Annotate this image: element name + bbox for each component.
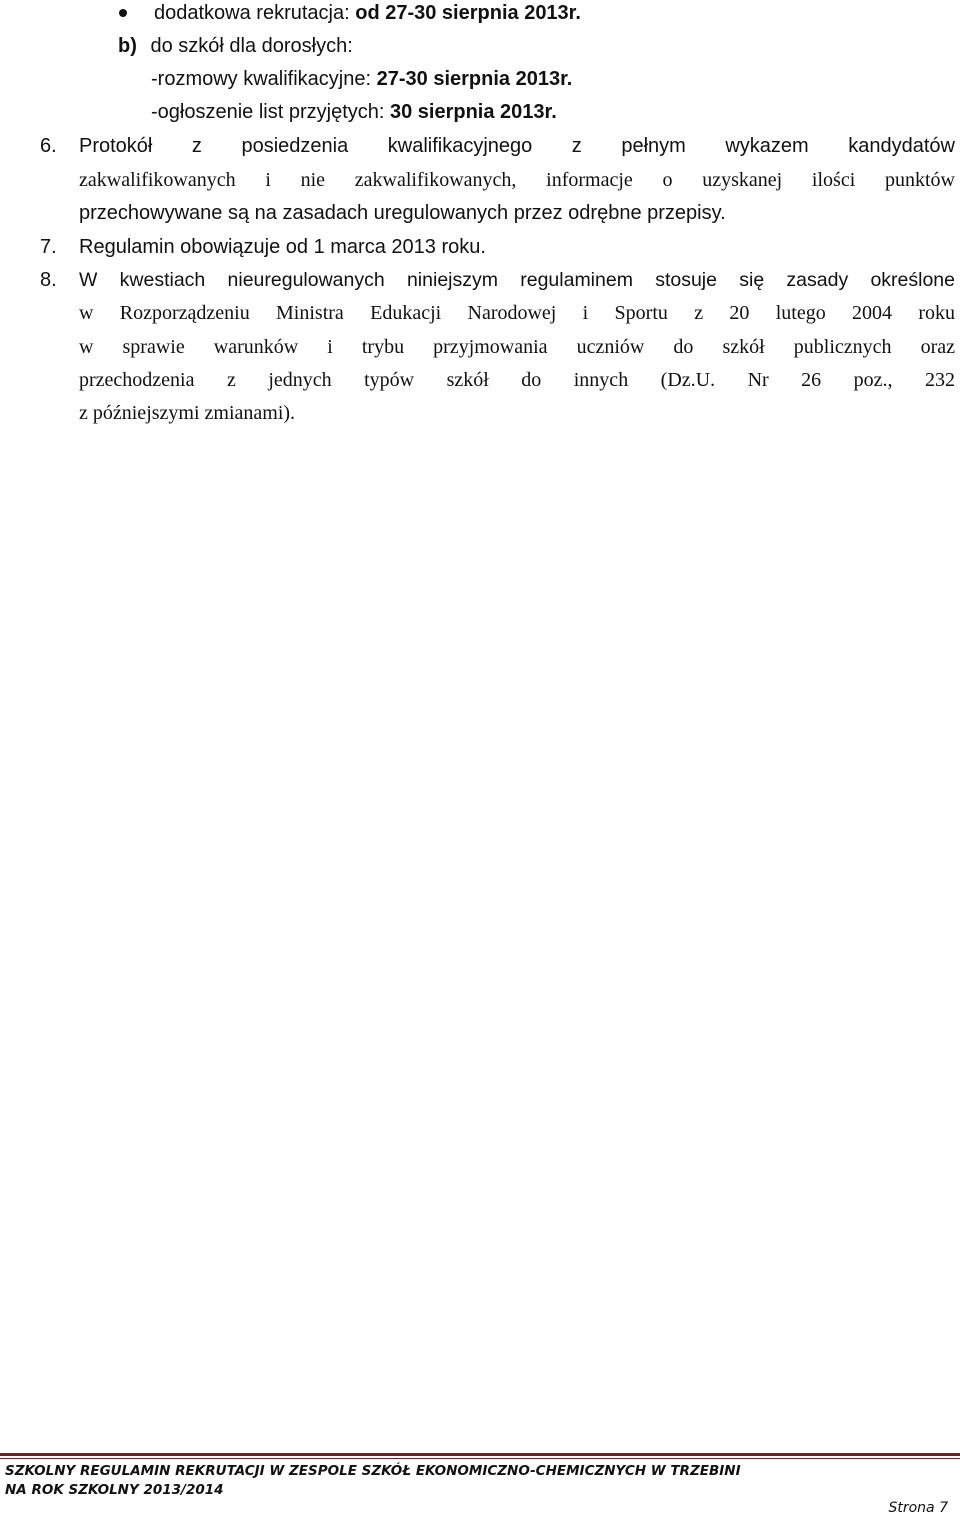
item-8-line-4 xyxy=(79,368,955,392)
interviews-line xyxy=(151,67,572,91)
item-8-line-3 xyxy=(79,335,955,359)
footer-title-line-2: NA ROK SZKOLNY 2013/2014 xyxy=(5,1482,224,1498)
item-7-text: Regulamin obowiązuje od 1 marca 2013 roku. xyxy=(79,236,486,258)
footer-title-line-1: SZKOLNY REGULAMIN REKRUTACJI W ZESPOLE SZKÓŁ EKONOMICZNO-CHEMICZNYCH W TRZEBINI xyxy=(5,1463,741,1479)
item-8-line-2-content: w Rozporządzeniu Ministra Edukacji Narodowej i Sportu z 20 lutego 2004 roku xyxy=(79,302,955,324)
announcement-date: 30 sierpnia 2013r. xyxy=(389,101,557,123)
item-7-number: 7. xyxy=(40,236,57,258)
item-6-line-1-content: Protokół z posiedzenia kwalifikacyjnego z pełnym wykazem kandydatów xyxy=(79,135,955,157)
page-number: Strona 7 xyxy=(888,1500,948,1516)
footer-rule-thin xyxy=(0,1458,960,1459)
item-b-text: do szkół dla dorosłych: xyxy=(150,35,353,57)
item-8-line-1 xyxy=(79,268,955,292)
interviews-label: -rozmowy kwalifikacyjne: xyxy=(151,68,377,90)
item-8-line-5: z późniejszymi zmianami). xyxy=(79,402,296,424)
item-6-line-2 xyxy=(79,168,955,192)
item-6-line-2-content: zakwalifikowanych i nie zakwalifikowanych, informacje o uzyskanej ilości punktów xyxy=(79,169,955,191)
item-b-marker: b) xyxy=(118,35,137,57)
interviews-date: 27-30 sierpnia 2013r. xyxy=(376,68,573,90)
footer-rule-thick xyxy=(0,1453,960,1456)
recruitment-label: dodatkowa rekrutacja: xyxy=(154,2,356,24)
item-8-line-1-content: W kwestiach nieuregulowanych niniejszym regulaminem stosuje się zasady określone xyxy=(79,269,955,291)
item-8-number: 8. xyxy=(40,269,57,291)
item-8-line-4-content: przechodzenia z jednych typów szkół do innych (Dz.U. Nr 26 poz., 232 xyxy=(79,369,955,391)
recruitment-date: od 27-30 sierpnia 2013r. xyxy=(355,2,581,24)
item-6-number: 6. xyxy=(40,135,57,157)
item-6-line-1-text xyxy=(79,134,955,158)
recruitment-line xyxy=(154,1,581,25)
bullet-icon xyxy=(119,9,127,17)
item-6-line-3: przechowywane są na zasadach uregulowanych przez odrębne przepisy. xyxy=(79,202,726,224)
item-8-line-3-content: w sprawie warunków i trybu przyjmowania uczniów do szkół publicznych oraz xyxy=(79,336,955,358)
item-8-line-2 xyxy=(79,301,955,325)
announcement-label: -ogłoszenie list przyjętych: xyxy=(151,101,390,123)
item-6-line-1 xyxy=(79,134,955,158)
announcement-line xyxy=(151,100,557,124)
item-b xyxy=(118,34,353,58)
